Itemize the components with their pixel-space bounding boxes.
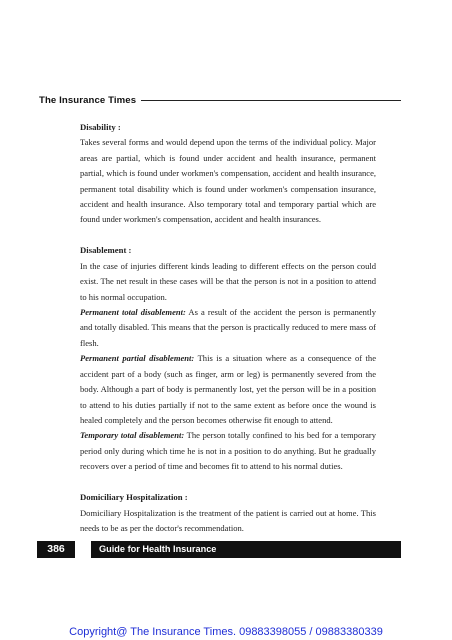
permanent-partial-term: Permanent partial disablement: [80,353,195,364]
header-rule [141,100,401,101]
body-text [80,120,376,536]
page-number-badge: 386 [37,541,75,558]
permanent-total-text: As a result of the accident the person is permanently and totally disabled. This means that the person is practically reduced to mere mass of flesh. [80,307,376,348]
disability-heading: Disability : [80,122,121,132]
domiciliary-heading: Domiciliary Hospitalization : [80,492,188,503]
permanent-total-paragraph [80,305,376,351]
domiciliary-paragraph: Domiciliary Hospitalization is the treatment of the patient is carried out at home. This needs to be as per the doctor's recommendation. [80,507,376,533]
disablement-heading: Disablement : [80,245,132,256]
permanent-total-term: Permanent total disablement: [80,307,186,318]
permanent-partial-paragraph [80,351,376,428]
disability-paragraph: Takes several forms and would depend upon the terms of the individual policy. Major areas are partial, which is found under accident and health insurance, permanent partial, which is found under workmen's compensation, accident and health insurance, permanent total disability which is found under workmen's compensation insurance, accident and health insurance. Also temporary total and temporary partial which are found under workmen's compensation, accident and health insurances. [80,137,376,225]
footer-book-title: Guide for Health Insurance [91,541,401,558]
temporary-total-paragraph [80,428,376,474]
temporary-total-term: Temporary total disablement: [80,430,185,441]
disablement-intro-paragraph: In the case of injuries different kinds leading to different effects on the person could exist. The net result in these cases will be that the person is not in a position to attend to his normal occupation. [80,260,376,302]
copyright-notice: Copyright@ The Insurance Times. 09883398055 / 09883380339 [69,626,383,638]
permanent-partial-text: This is a situation where as a consequence of the accident part of a body (such as finger, arm or leg) is permanently severed from the body. Although a part of body is permanently lost, yet the person will be in a position to attend to his duties partially if not to the same extent as before once the wound is healed completely and the person becomes otherwise fit enough to attend. [80,353,376,425]
running-header [39,93,401,107]
temporary-total-text: The person totally confined to his bed for a temporary period only during which time he is not in a position to do anything. But he gradually recovers over a period of time and becomes fit to attend to his normal duties. [80,430,376,472]
header-title: The Insurance Times [39,94,137,106]
